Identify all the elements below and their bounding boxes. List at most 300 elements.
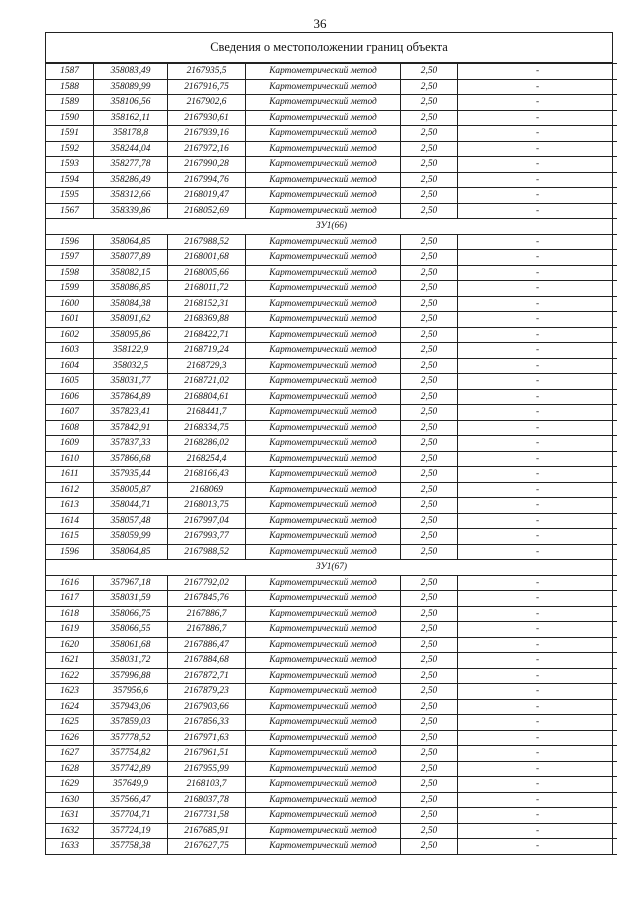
x-coordinate-cell: 358031,59 (94, 591, 168, 607)
y-coordinate-cell: 2167886,47 (168, 637, 246, 653)
table-row (46, 327, 617, 343)
y-coordinate-cell: 2167886,7 (168, 622, 246, 638)
x-coordinate-cell: 358066,75 (94, 606, 168, 622)
y-coordinate-cell: 2168286,02 (168, 436, 246, 452)
method-cell: Картометрический метод (246, 265, 401, 281)
table-row (46, 839, 617, 855)
method-cell: Картометрический метод (246, 95, 401, 111)
table-row (46, 234, 617, 250)
description-cell: - (458, 622, 618, 638)
method-cell: Картометрический метод (246, 653, 401, 669)
point-number-cell: 1627 (46, 746, 94, 762)
x-coordinate-cell: 358089,99 (94, 79, 168, 95)
point-number-cell: 1630 (46, 792, 94, 808)
table-row (46, 358, 617, 374)
y-coordinate-cell: 2167994,76 (168, 172, 246, 188)
point-number-cell: 1603 (46, 343, 94, 359)
point-number-cell: 1613 (46, 498, 94, 514)
table-row (46, 374, 617, 390)
section-header-row (46, 560, 617, 576)
x-coordinate-cell: 358084,38 (94, 296, 168, 312)
y-coordinate-cell: 2167930,61 (168, 110, 246, 126)
table-row (46, 141, 617, 157)
table-row (46, 64, 617, 80)
description-cell: - (458, 327, 618, 343)
description-cell: - (458, 95, 618, 111)
point-number-cell: 1629 (46, 777, 94, 793)
method-cell: Картометрический метод (246, 126, 401, 142)
table-row (46, 606, 617, 622)
y-coordinate-cell: 2168422,71 (168, 327, 246, 343)
accuracy-cell: 2,50 (401, 327, 458, 343)
table-row (46, 296, 617, 312)
section-label: ЗУ1(67) (46, 560, 617, 576)
boundary-table-frame (45, 32, 613, 855)
point-number-cell: 1617 (46, 591, 94, 607)
accuracy-cell: 2,50 (401, 141, 458, 157)
point-number-cell: 1594 (46, 172, 94, 188)
section-label: ЗУ1(66) (46, 219, 617, 235)
description-cell: - (458, 389, 618, 405)
point-number-cell: 1597 (46, 250, 94, 266)
x-coordinate-cell: 358086,85 (94, 281, 168, 297)
accuracy-cell: 2,50 (401, 420, 458, 436)
description-cell: - (458, 250, 618, 266)
y-coordinate-cell: 2167961,51 (168, 746, 246, 762)
table-row (46, 730, 617, 746)
accuracy-cell: 2,50 (401, 343, 458, 359)
method-cell: Картометрический метод (246, 389, 401, 405)
table-row (46, 699, 617, 715)
method-cell: Картометрический метод (246, 467, 401, 483)
y-coordinate-cell: 2167997,04 (168, 513, 246, 529)
table-row (46, 482, 617, 498)
x-coordinate-cell: 358178,8 (94, 126, 168, 142)
x-coordinate-cell: 358066,55 (94, 622, 168, 638)
accuracy-cell: 2,50 (401, 808, 458, 824)
y-coordinate-cell: 2168037,78 (168, 792, 246, 808)
y-coordinate-cell: 2167845,76 (168, 591, 246, 607)
y-coordinate-cell: 2168152,31 (168, 296, 246, 312)
accuracy-cell: 2,50 (401, 761, 458, 777)
accuracy-cell: 2,50 (401, 482, 458, 498)
point-number-cell: 1598 (46, 265, 94, 281)
point-number-cell: 1621 (46, 653, 94, 669)
y-coordinate-cell: 2168166,43 (168, 467, 246, 483)
description-cell: - (458, 637, 618, 653)
description-cell: - (458, 730, 618, 746)
y-coordinate-cell: 2168369,88 (168, 312, 246, 328)
y-coordinate-cell: 2167916,75 (168, 79, 246, 95)
accuracy-cell: 2,50 (401, 684, 458, 700)
method-cell: Картометрический метод (246, 792, 401, 808)
table-row (46, 653, 617, 669)
point-number-cell: 1616 (46, 575, 94, 591)
description-cell: - (458, 839, 618, 855)
point-number-cell: 1610 (46, 451, 94, 467)
description-cell: - (458, 265, 618, 281)
description-cell: - (458, 451, 618, 467)
method-cell: Картометрический метод (246, 823, 401, 839)
y-coordinate-cell: 2167990,28 (168, 157, 246, 173)
section-header-row (46, 219, 617, 235)
x-coordinate-cell: 357778,52 (94, 730, 168, 746)
method-cell: Картометрический метод (246, 157, 401, 173)
y-coordinate-cell: 2168441,7 (168, 405, 246, 421)
description-cell: - (458, 312, 618, 328)
y-coordinate-cell: 2168011,72 (168, 281, 246, 297)
accuracy-cell: 2,50 (401, 622, 458, 638)
y-coordinate-cell: 2167988,52 (168, 234, 246, 250)
method-cell: Картометрический метод (246, 606, 401, 622)
description-cell: - (458, 157, 618, 173)
point-number-cell: 1626 (46, 730, 94, 746)
accuracy-cell: 2,50 (401, 544, 458, 560)
table-row (46, 265, 617, 281)
accuracy-cell: 2,50 (401, 746, 458, 762)
y-coordinate-cell: 2168334,75 (168, 420, 246, 436)
description-cell: - (458, 405, 618, 421)
description-cell: - (458, 64, 618, 80)
accuracy-cell: 2,50 (401, 715, 458, 731)
method-cell: Картометрический метод (246, 281, 401, 297)
method-cell: Картометрический метод (246, 64, 401, 80)
x-coordinate-cell: 357704,71 (94, 808, 168, 824)
method-cell: Картометрический метод (246, 451, 401, 467)
description-cell: - (458, 172, 618, 188)
method-cell: Картометрический метод (246, 761, 401, 777)
y-coordinate-cell: 2167627,75 (168, 839, 246, 855)
y-coordinate-cell: 2167955,99 (168, 761, 246, 777)
accuracy-cell: 2,50 (401, 281, 458, 297)
x-coordinate-cell: 358031,72 (94, 653, 168, 669)
accuracy-cell: 2,50 (401, 389, 458, 405)
point-number-cell: 1587 (46, 64, 94, 80)
method-cell: Картометрический метод (246, 420, 401, 436)
description-cell: - (458, 823, 618, 839)
table-row (46, 467, 617, 483)
description-cell: - (458, 343, 618, 359)
x-coordinate-cell: 357724,19 (94, 823, 168, 839)
x-coordinate-cell: 358244,04 (94, 141, 168, 157)
table-row (46, 575, 617, 591)
coordinates-table-body (46, 64, 617, 855)
description-cell: - (458, 792, 618, 808)
point-number-cell: 1607 (46, 405, 94, 421)
accuracy-cell: 2,50 (401, 79, 458, 95)
table-row (46, 405, 617, 421)
accuracy-cell: 2,50 (401, 296, 458, 312)
accuracy-cell: 2,50 (401, 777, 458, 793)
method-cell: Картометрический метод (246, 637, 401, 653)
point-number-cell: 1605 (46, 374, 94, 390)
description-cell: - (458, 529, 618, 545)
accuracy-cell: 2,50 (401, 699, 458, 715)
description-cell: - (458, 79, 618, 95)
description-cell: - (458, 374, 618, 390)
method-cell: Картометрический метод (246, 327, 401, 343)
description-cell: - (458, 498, 618, 514)
point-number-cell: 1609 (46, 436, 94, 452)
method-cell: Картометрический метод (246, 544, 401, 560)
method-cell: Картометрический метод (246, 110, 401, 126)
point-number-cell: 1591 (46, 126, 94, 142)
point-number-cell: 1612 (46, 482, 94, 498)
x-coordinate-cell: 357649,9 (94, 777, 168, 793)
y-coordinate-cell: 2168254,4 (168, 451, 246, 467)
x-coordinate-cell: 357956,6 (94, 684, 168, 700)
description-cell: - (458, 715, 618, 731)
x-coordinate-cell: 358091,62 (94, 312, 168, 328)
table-row (46, 622, 617, 638)
point-number-cell: 1600 (46, 296, 94, 312)
y-coordinate-cell: 2168019,47 (168, 188, 246, 204)
accuracy-cell: 2,50 (401, 374, 458, 390)
x-coordinate-cell: 358005,87 (94, 482, 168, 498)
y-coordinate-cell: 2168721,02 (168, 374, 246, 390)
accuracy-cell: 2,50 (401, 637, 458, 653)
method-cell: Картометрический метод (246, 529, 401, 545)
y-coordinate-cell: 2168013,75 (168, 498, 246, 514)
x-coordinate-cell: 357943,06 (94, 699, 168, 715)
point-number-cell: 1625 (46, 715, 94, 731)
accuracy-cell: 2,50 (401, 64, 458, 80)
y-coordinate-cell: 2167884,68 (168, 653, 246, 669)
method-cell: Картометрический метод (246, 498, 401, 514)
point-number-cell: 1593 (46, 157, 94, 173)
method-cell: Картометрический метод (246, 405, 401, 421)
accuracy-cell: 2,50 (401, 513, 458, 529)
point-number-cell: 1619 (46, 622, 94, 638)
description-cell: - (458, 467, 618, 483)
description-cell: - (458, 436, 618, 452)
y-coordinate-cell: 2167879,23 (168, 684, 246, 700)
method-cell: Картометрический метод (246, 188, 401, 204)
accuracy-cell: 2,50 (401, 653, 458, 669)
x-coordinate-cell: 358061,68 (94, 637, 168, 653)
method-cell: Картометрический метод (246, 374, 401, 390)
description-cell: - (458, 746, 618, 762)
x-coordinate-cell: 358312,66 (94, 188, 168, 204)
method-cell: Картометрический метод (246, 513, 401, 529)
point-number-cell: 1590 (46, 110, 94, 126)
method-cell: Картометрический метод (246, 79, 401, 95)
x-coordinate-cell: 358162,11 (94, 110, 168, 126)
description-cell: - (458, 420, 618, 436)
accuracy-cell: 2,50 (401, 172, 458, 188)
point-number-cell: 1596 (46, 544, 94, 560)
point-number-cell: 1588 (46, 79, 94, 95)
method-cell: Картометрический метод (246, 436, 401, 452)
x-coordinate-cell: 357842,91 (94, 420, 168, 436)
x-coordinate-cell: 357859,03 (94, 715, 168, 731)
table-row (46, 157, 617, 173)
point-number-cell: 1611 (46, 467, 94, 483)
table-row (46, 823, 617, 839)
y-coordinate-cell: 2168052,69 (168, 203, 246, 219)
method-cell: Картометрический метод (246, 482, 401, 498)
description-cell: - (458, 591, 618, 607)
table-row (46, 436, 617, 452)
table-title: Сведения о местоположении границ объекта (46, 33, 612, 63)
method-cell: Картометрический метод (246, 839, 401, 855)
table-row (46, 777, 617, 793)
accuracy-cell: 2,50 (401, 358, 458, 374)
x-coordinate-cell: 357967,18 (94, 575, 168, 591)
table-row (46, 498, 617, 514)
table-row (46, 529, 617, 545)
point-number-cell: 1589 (46, 95, 94, 111)
table-row (46, 761, 617, 777)
accuracy-cell: 2,50 (401, 668, 458, 684)
method-cell: Картометрический метод (246, 312, 401, 328)
point-number-cell: 1604 (46, 358, 94, 374)
point-number-cell: 1618 (46, 606, 94, 622)
description-cell: - (458, 203, 618, 219)
table-row (46, 188, 617, 204)
table-row (46, 126, 617, 142)
x-coordinate-cell: 357566,47 (94, 792, 168, 808)
y-coordinate-cell: 2167988,52 (168, 544, 246, 560)
x-coordinate-cell: 358095,86 (94, 327, 168, 343)
description-cell: - (458, 544, 618, 560)
table-row (46, 281, 617, 297)
method-cell: Картометрический метод (246, 575, 401, 591)
x-coordinate-cell: 358106,56 (94, 95, 168, 111)
point-number-cell: 1615 (46, 529, 94, 545)
table-row (46, 95, 617, 111)
y-coordinate-cell: 2167685,91 (168, 823, 246, 839)
point-number-cell: 1608 (46, 420, 94, 436)
description-cell: - (458, 234, 618, 250)
table-row (46, 513, 617, 529)
method-cell: Картометрический метод (246, 777, 401, 793)
table-row (46, 591, 617, 607)
description-cell: - (458, 606, 618, 622)
method-cell: Картометрический метод (246, 343, 401, 359)
point-number-cell: 1599 (46, 281, 94, 297)
x-coordinate-cell: 357935,44 (94, 467, 168, 483)
point-number-cell: 1622 (46, 668, 94, 684)
accuracy-cell: 2,50 (401, 234, 458, 250)
description-cell: - (458, 668, 618, 684)
description-cell: - (458, 358, 618, 374)
point-number-cell: 1595 (46, 188, 94, 204)
accuracy-cell: 2,50 (401, 265, 458, 281)
table-row (46, 312, 617, 328)
table-row (46, 110, 617, 126)
accuracy-cell: 2,50 (401, 250, 458, 266)
y-coordinate-cell: 2167902,6 (168, 95, 246, 111)
description-cell: - (458, 777, 618, 793)
description-cell: - (458, 808, 618, 824)
description-cell: - (458, 699, 618, 715)
description-cell: - (458, 653, 618, 669)
y-coordinate-cell: 2167903,66 (168, 699, 246, 715)
method-cell: Картометрический метод (246, 668, 401, 684)
y-coordinate-cell: 2167993,77 (168, 529, 246, 545)
x-coordinate-cell: 357742,89 (94, 761, 168, 777)
accuracy-cell: 2,50 (401, 606, 458, 622)
table-row (46, 343, 617, 359)
method-cell: Картометрический метод (246, 203, 401, 219)
method-cell: Картометрический метод (246, 141, 401, 157)
x-coordinate-cell: 358059,99 (94, 529, 168, 545)
x-coordinate-cell: 358082,15 (94, 265, 168, 281)
point-number-cell: 1614 (46, 513, 94, 529)
description-cell: - (458, 761, 618, 777)
description-cell: - (458, 141, 618, 157)
point-number-cell: 1596 (46, 234, 94, 250)
x-coordinate-cell: 357996,88 (94, 668, 168, 684)
accuracy-cell: 2,50 (401, 498, 458, 514)
accuracy-cell: 2,50 (401, 95, 458, 111)
table-row (46, 250, 617, 266)
method-cell: Картометрический метод (246, 172, 401, 188)
point-number-cell: 1620 (46, 637, 94, 653)
x-coordinate-cell: 358339,86 (94, 203, 168, 219)
table-row (46, 389, 617, 405)
y-coordinate-cell: 2168804,61 (168, 389, 246, 405)
table-row (46, 668, 617, 684)
point-number-cell: 1624 (46, 699, 94, 715)
accuracy-cell: 2,50 (401, 157, 458, 173)
point-number-cell: 1631 (46, 808, 94, 824)
y-coordinate-cell: 2168729,3 (168, 358, 246, 374)
description-cell: - (458, 482, 618, 498)
table-row (46, 715, 617, 731)
table-row (46, 792, 617, 808)
accuracy-cell: 2,50 (401, 575, 458, 591)
accuracy-cell: 2,50 (401, 110, 458, 126)
x-coordinate-cell: 358077,89 (94, 250, 168, 266)
table-row (46, 808, 617, 824)
point-number-cell: 1633 (46, 839, 94, 855)
point-number-cell: 1592 (46, 141, 94, 157)
x-coordinate-cell: 358044,71 (94, 498, 168, 514)
accuracy-cell: 2,50 (401, 467, 458, 483)
x-coordinate-cell: 358083,49 (94, 64, 168, 80)
accuracy-cell: 2,50 (401, 436, 458, 452)
point-number-cell: 1601 (46, 312, 94, 328)
table-row (46, 746, 617, 762)
accuracy-cell: 2,50 (401, 405, 458, 421)
x-coordinate-cell: 358286,49 (94, 172, 168, 188)
description-cell: - (458, 281, 618, 297)
x-coordinate-cell: 358064,85 (94, 544, 168, 560)
table-row (46, 420, 617, 436)
y-coordinate-cell: 2168103,7 (168, 777, 246, 793)
description-cell: - (458, 188, 618, 204)
method-cell: Картометрический метод (246, 622, 401, 638)
point-number-cell: 1567 (46, 203, 94, 219)
description-cell: - (458, 126, 618, 142)
method-cell: Картометрический метод (246, 684, 401, 700)
point-number-cell: 1623 (46, 684, 94, 700)
x-coordinate-cell: 358057,48 (94, 513, 168, 529)
y-coordinate-cell: 2168069 (168, 482, 246, 498)
y-coordinate-cell: 2168001,68 (168, 250, 246, 266)
y-coordinate-cell: 2167872,71 (168, 668, 246, 684)
y-coordinate-cell: 2168719,24 (168, 343, 246, 359)
y-coordinate-cell: 2167971,63 (168, 730, 246, 746)
x-coordinate-cell: 358031,77 (94, 374, 168, 390)
x-coordinate-cell: 357864,89 (94, 389, 168, 405)
page-number: 36 (313, 16, 327, 31)
point-number-cell: 1632 (46, 823, 94, 839)
accuracy-cell: 2,50 (401, 591, 458, 607)
accuracy-cell: 2,50 (401, 188, 458, 204)
